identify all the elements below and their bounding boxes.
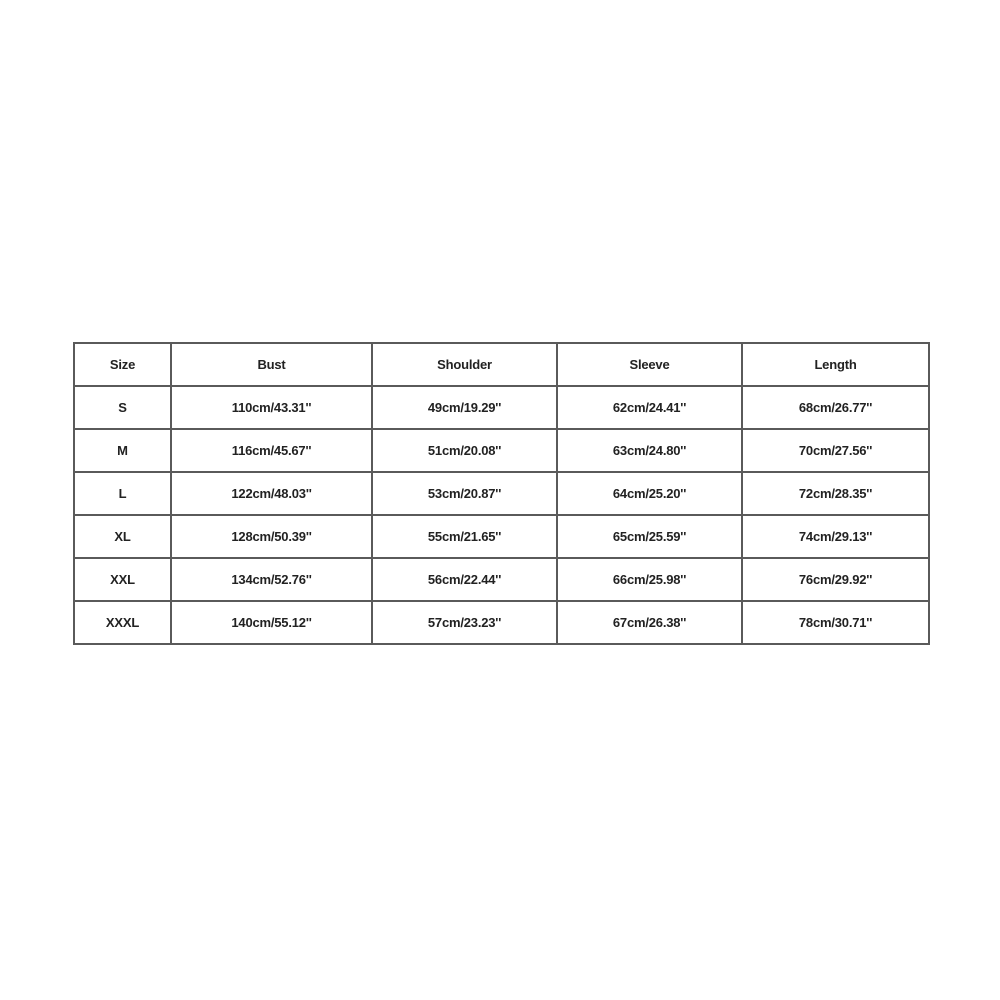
table-row [74, 515, 929, 558]
size-cell: M [74, 429, 171, 472]
header-bust: Bust [171, 343, 372, 386]
bust-cell: 134cm/52.76'' [171, 558, 372, 601]
size-chart-body [74, 386, 929, 644]
size-chart-table [73, 342, 930, 645]
sleeve-cell: 67cm/26.38'' [557, 601, 742, 644]
shoulder-cell: 55cm/21.65'' [372, 515, 557, 558]
size-cell: S [74, 386, 171, 429]
header-shoulder: Shoulder [372, 343, 557, 386]
table-row [74, 386, 929, 429]
bust-cell: 110cm/43.31'' [171, 386, 372, 429]
bust-cell: 140cm/55.12'' [171, 601, 372, 644]
bust-cell: 122cm/48.03'' [171, 472, 372, 515]
length-cell: 72cm/28.35'' [742, 472, 929, 515]
sleeve-cell: 66cm/25.98'' [557, 558, 742, 601]
sleeve-cell: 64cm/25.20'' [557, 472, 742, 515]
shoulder-cell: 49cm/19.29'' [372, 386, 557, 429]
sleeve-cell: 65cm/25.59'' [557, 515, 742, 558]
sleeve-cell: 63cm/24.80'' [557, 429, 742, 472]
shoulder-cell: 51cm/20.08'' [372, 429, 557, 472]
length-cell: 76cm/29.92'' [742, 558, 929, 601]
header-length: Length [742, 343, 929, 386]
table-row [74, 429, 929, 472]
shoulder-cell: 56cm/22.44'' [372, 558, 557, 601]
length-cell: 74cm/29.13'' [742, 515, 929, 558]
size-cell: XL [74, 515, 171, 558]
size-cell: L [74, 472, 171, 515]
sleeve-cell: 62cm/24.41'' [557, 386, 742, 429]
table-row [74, 558, 929, 601]
shoulder-cell: 53cm/20.87'' [372, 472, 557, 515]
length-cell: 70cm/27.56'' [742, 429, 929, 472]
header-row [74, 343, 929, 386]
size-cell: XXL [74, 558, 171, 601]
bust-cell: 128cm/50.39'' [171, 515, 372, 558]
header-size: Size [74, 343, 171, 386]
size-cell: XXXL [74, 601, 171, 644]
bust-cell: 116cm/45.67'' [171, 429, 372, 472]
size-chart-header [74, 343, 929, 386]
shoulder-cell: 57cm/23.23'' [372, 601, 557, 644]
length-cell: 68cm/26.77'' [742, 386, 929, 429]
table-row [74, 472, 929, 515]
table-row [74, 601, 929, 644]
header-sleeve: Sleeve [557, 343, 742, 386]
length-cell: 78cm/30.71'' [742, 601, 929, 644]
